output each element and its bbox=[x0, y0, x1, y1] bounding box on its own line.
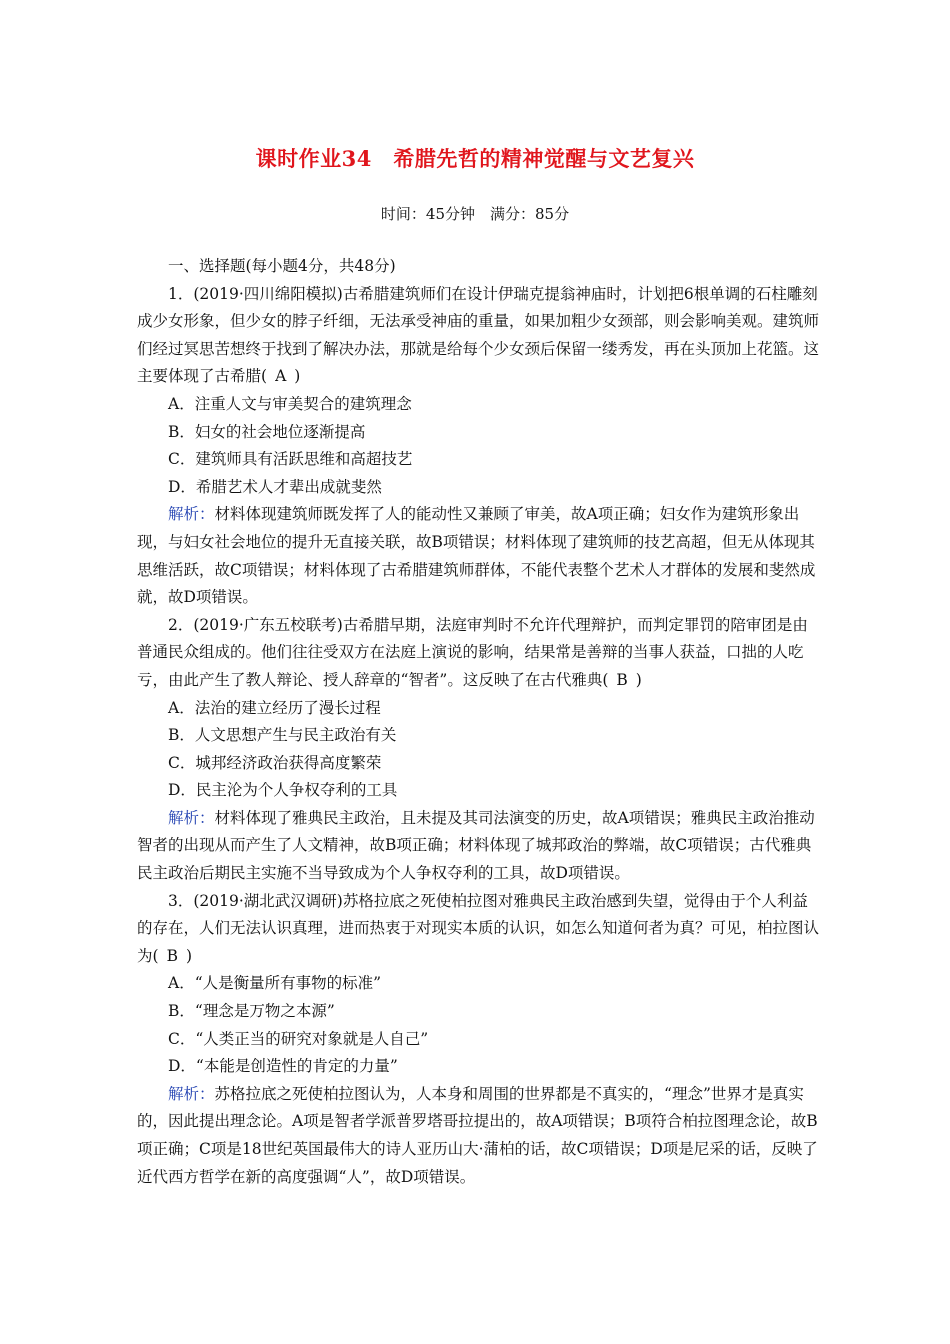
option-d: D．希腊艺术人才辈出成就斐然 bbox=[168, 477, 382, 496]
answer-letter: B bbox=[166, 946, 178, 965]
answer-letter: B bbox=[616, 670, 628, 689]
option-a: A．“人是衡量所有事物的标准” bbox=[168, 974, 382, 993]
analysis-text: 材料体现了雅典民主政治，且未提及其司法演变的历史，故A项错误；雅典民主政治推动智者的出现从而产生了人文精神，故B项正确；材料体现了城邦政治的弊端，故C项错误；古代雅典民主政治后期民主实施不当导致成为个人争权夺利的工具，故D项错误。 bbox=[137, 808, 815, 883]
option-a: A．法治的建立经历了漫长过程 bbox=[168, 698, 381, 717]
time-score-line: 时间：45分钟 满分：85分 bbox=[380, 205, 570, 223]
question-text: 1．(2019·四川绵阳模拟)古希腊建筑师们在设计伊瑞克提翁神庙时，计划把6根单调的石柱雕刻成少女形象，但少女的脖子纤细，无法承受神庙的重量，如果加粗少女颈部，则会影响美观。建筑师们经过冥思苦想终于找到了解决办法，那就是给每个少女颈后保留一缕秀发，再在头顶加上花篮。这主要体现了古希腊( bbox=[137, 284, 820, 386]
answer-letter: A bbox=[275, 367, 287, 386]
option-b: B．人文思想产生与民主政治有关 bbox=[168, 726, 397, 745]
option-d: D．民主沦为个人争权夺利的工具 bbox=[168, 781, 398, 800]
analysis-text: 苏格拉底之死使柏拉图认为，人本身和周围的世界都是不真实的，“理念”世界才是真实的，因此提出理念论。A项是智者学派普罗塔哥拉提出的，故A项错误；B项符合柏拉图理念论，故B项正确；C项是18世纪英国最伟大的诗人亚历山大·蒲柏的话，故C项错误；D项是尼采的话，反映了近代西方哲学在新的高度强调“人”，故D项错误。 bbox=[137, 1084, 818, 1186]
analysis-label: 解析： bbox=[168, 1084, 215, 1103]
option-b: B．“理念是万物之本源” bbox=[168, 1002, 335, 1021]
section-heading: 一、选择题(每小题4分，共48分) bbox=[168, 257, 396, 275]
question-stem bbox=[137, 612, 819, 695]
option-b: B．妇女的社会地位逐渐提高 bbox=[168, 422, 366, 441]
question-stem bbox=[137, 281, 819, 391]
question-stem-end: ) bbox=[635, 670, 642, 689]
option-a: A．注重人文与审美契合的建筑理念 bbox=[168, 394, 412, 413]
option-c: C．“人类正当的研究对象就是人自己” bbox=[168, 1029, 429, 1048]
question-stem bbox=[137, 888, 819, 971]
option-c: C．建筑师具有活跃思维和高超技艺 bbox=[168, 450, 413, 469]
document-body bbox=[137, 253, 819, 1191]
analysis bbox=[137, 805, 819, 888]
question-stem-end: ) bbox=[185, 946, 193, 965]
analysis-label: 解析： bbox=[168, 808, 215, 827]
analysis-label: 解析： bbox=[168, 505, 215, 524]
analysis bbox=[137, 1081, 819, 1191]
question-stem-end: ) bbox=[294, 367, 301, 386]
option-c: C．城邦经济政治获得高度繁荣 bbox=[168, 753, 382, 772]
page-title: 课时作业34 希腊先哲的精神觉醒与文艺复兴 bbox=[255, 146, 695, 171]
question-text: 2．(2019·广东五校联考)古希腊早期，法庭审判时不允许代理辩护，而判定罪罚的陪审团是由普通民众组成的。他们往往受双方在法庭上演说的影响，结果常是善辩的当事人获益，口拙的人吃亏，由此产生了教人辩论、授人辞章的“智者”。这反映了在古代雅典( bbox=[137, 615, 808, 689]
question-text: 3．(2019·湖北武汉调研)苏格拉底之死使柏拉图对雅典民主政治感到失望，觉得由于个人利益的存在，人们无法认识真理，进而热衷于对现实本质的认识，如怎么知道何者为真？可见，柏拉图认为( bbox=[137, 891, 820, 965]
option-d: D．“本能是创造性的肯定的力量” bbox=[168, 1057, 398, 1076]
analysis bbox=[137, 501, 819, 611]
analysis-text: 材料体现建筑师既发挥了人的能动性又兼顾了审美，故A项正确；妇女作为建筑形象出现，与妇女社会地位的提升无直接关联，故B项错误；材料体现了建筑师的技艺高超，但无从体现其思维活跃，故C项错误；材料体现了古希腊建筑师群体，不能代表整个艺术人才群体的发展和斐然成就，故D项错误。 bbox=[137, 505, 816, 607]
